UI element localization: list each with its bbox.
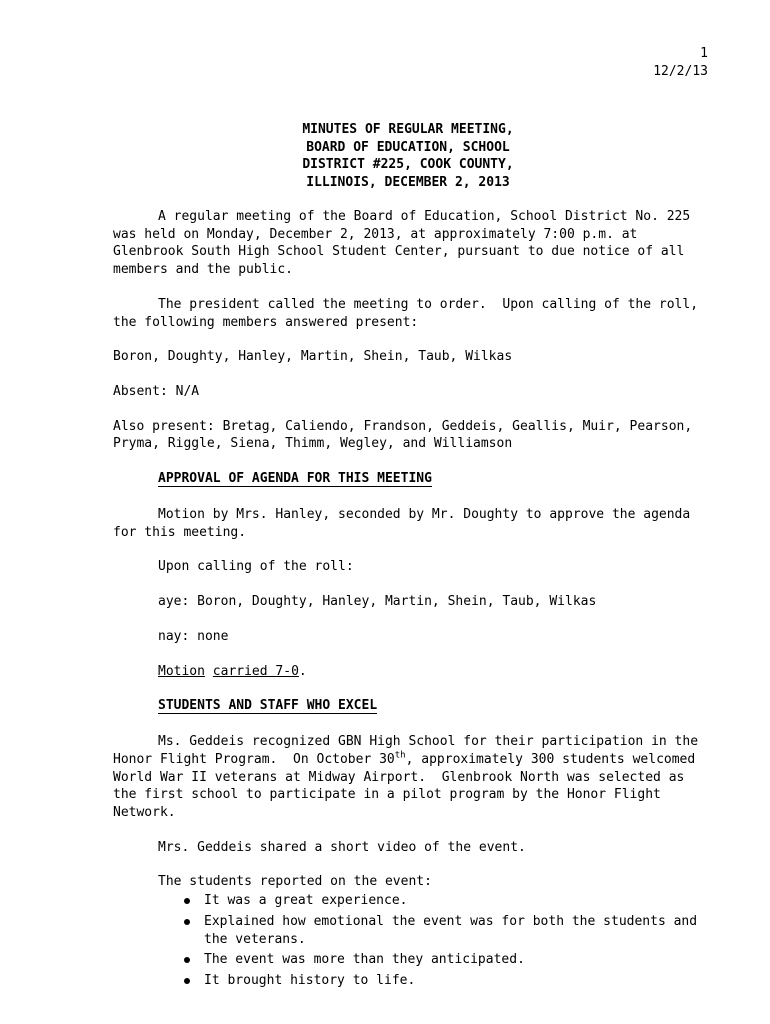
agenda-roll-call: Upon calling of the roll: — [158, 559, 354, 575]
agenda-nay-votes: nay: none — [158, 628, 229, 644]
students-report-list — [113, 892, 713, 990]
document-title — [0, 121, 770, 192]
members-absent: Absent: N/A — [113, 383, 200, 399]
students-report-intro: The students reported on the event: — [158, 874, 432, 890]
also-present: Also present: Bretag, Caliendo, Frandson, Geddeis, Geallis, Muir, Pearson, Pryma, Riggle, Siena, Thimm, Wegley, and Williamson — [113, 418, 701, 452]
excel-paragraph — [113, 733, 713, 822]
list-item: The event was more than they anticipated. — [113, 951, 713, 969]
list-item: Explained how emotional the event was for both the students and the veterans. — [113, 913, 713, 948]
agenda-motion: Motion by Mrs. Hanley, seconded by Mr. Doughty to approve the agenda for this meeting. — [113, 507, 699, 540]
video-paragraph: Mrs. Geddeis shared a short video of the event. — [158, 839, 526, 855]
intro-paragraph: A regular meeting of the Board of Education, School District No. 225 was held on Monday, December 2, 2013, at approximately 7:00 p.m. at Glenbrook South High School Student Center, pursuant to due notice of all members and the public. — [113, 209, 699, 278]
agenda-heading: APPROVAL OF AGENDA FOR THIS MEETING — [158, 471, 432, 487]
agenda-aye-votes: aye: Boron, Doughty, Hanley, Martin, Shein, Taub, Wilkas — [158, 594, 597, 610]
title-line-1: MINUTES OF REGULAR MEETING, — [302, 122, 514, 137]
document-body — [113, 208, 713, 990]
agenda-result — [113, 663, 713, 681]
result-carried: carried 7-0 — [212, 663, 299, 679]
result-word-motion: Motion — [158, 663, 205, 679]
title-line-2: BOARD OF EDUCATION, SCHOOL — [306, 139, 510, 155]
excel-heading: STUDENTS AND STAFF WHO EXCEL — [158, 698, 378, 714]
excel-text-part-2: , approximately 300 students welcomed World War II veterans at Midway Airport. Glenbrook North was selected as the first school to participate in a pilot program by the Honor Flight Network. — [113, 751, 704, 821]
call-to-order-paragraph: The president called the meeting to order. Upon calling of the roll, the following members answered present: — [113, 296, 706, 330]
title-line-3: DISTRICT #225, COOK COUNTY, — [302, 157, 514, 173]
list-item: It brought history to life. — [113, 972, 713, 990]
result-period: . — [298, 663, 307, 679]
members-present: Boron, Doughty, Hanley, Martin, Shein, Taub, Wilkas — [113, 349, 513, 365]
list-item: It was a great experience. — [113, 892, 713, 910]
excel-text-part-1: Ms. Geddeis recognized GBN High School for their participation in the Honor Flight Program. On October 30 — [113, 734, 706, 767]
page-number: 1 — [700, 46, 708, 61]
excel-superscript: th — [394, 750, 406, 761]
title-line-4: ILLINOIS, DECEMBER 2, 2013 — [306, 175, 510, 191]
page-date: 12/2/13 — [653, 64, 708, 79]
